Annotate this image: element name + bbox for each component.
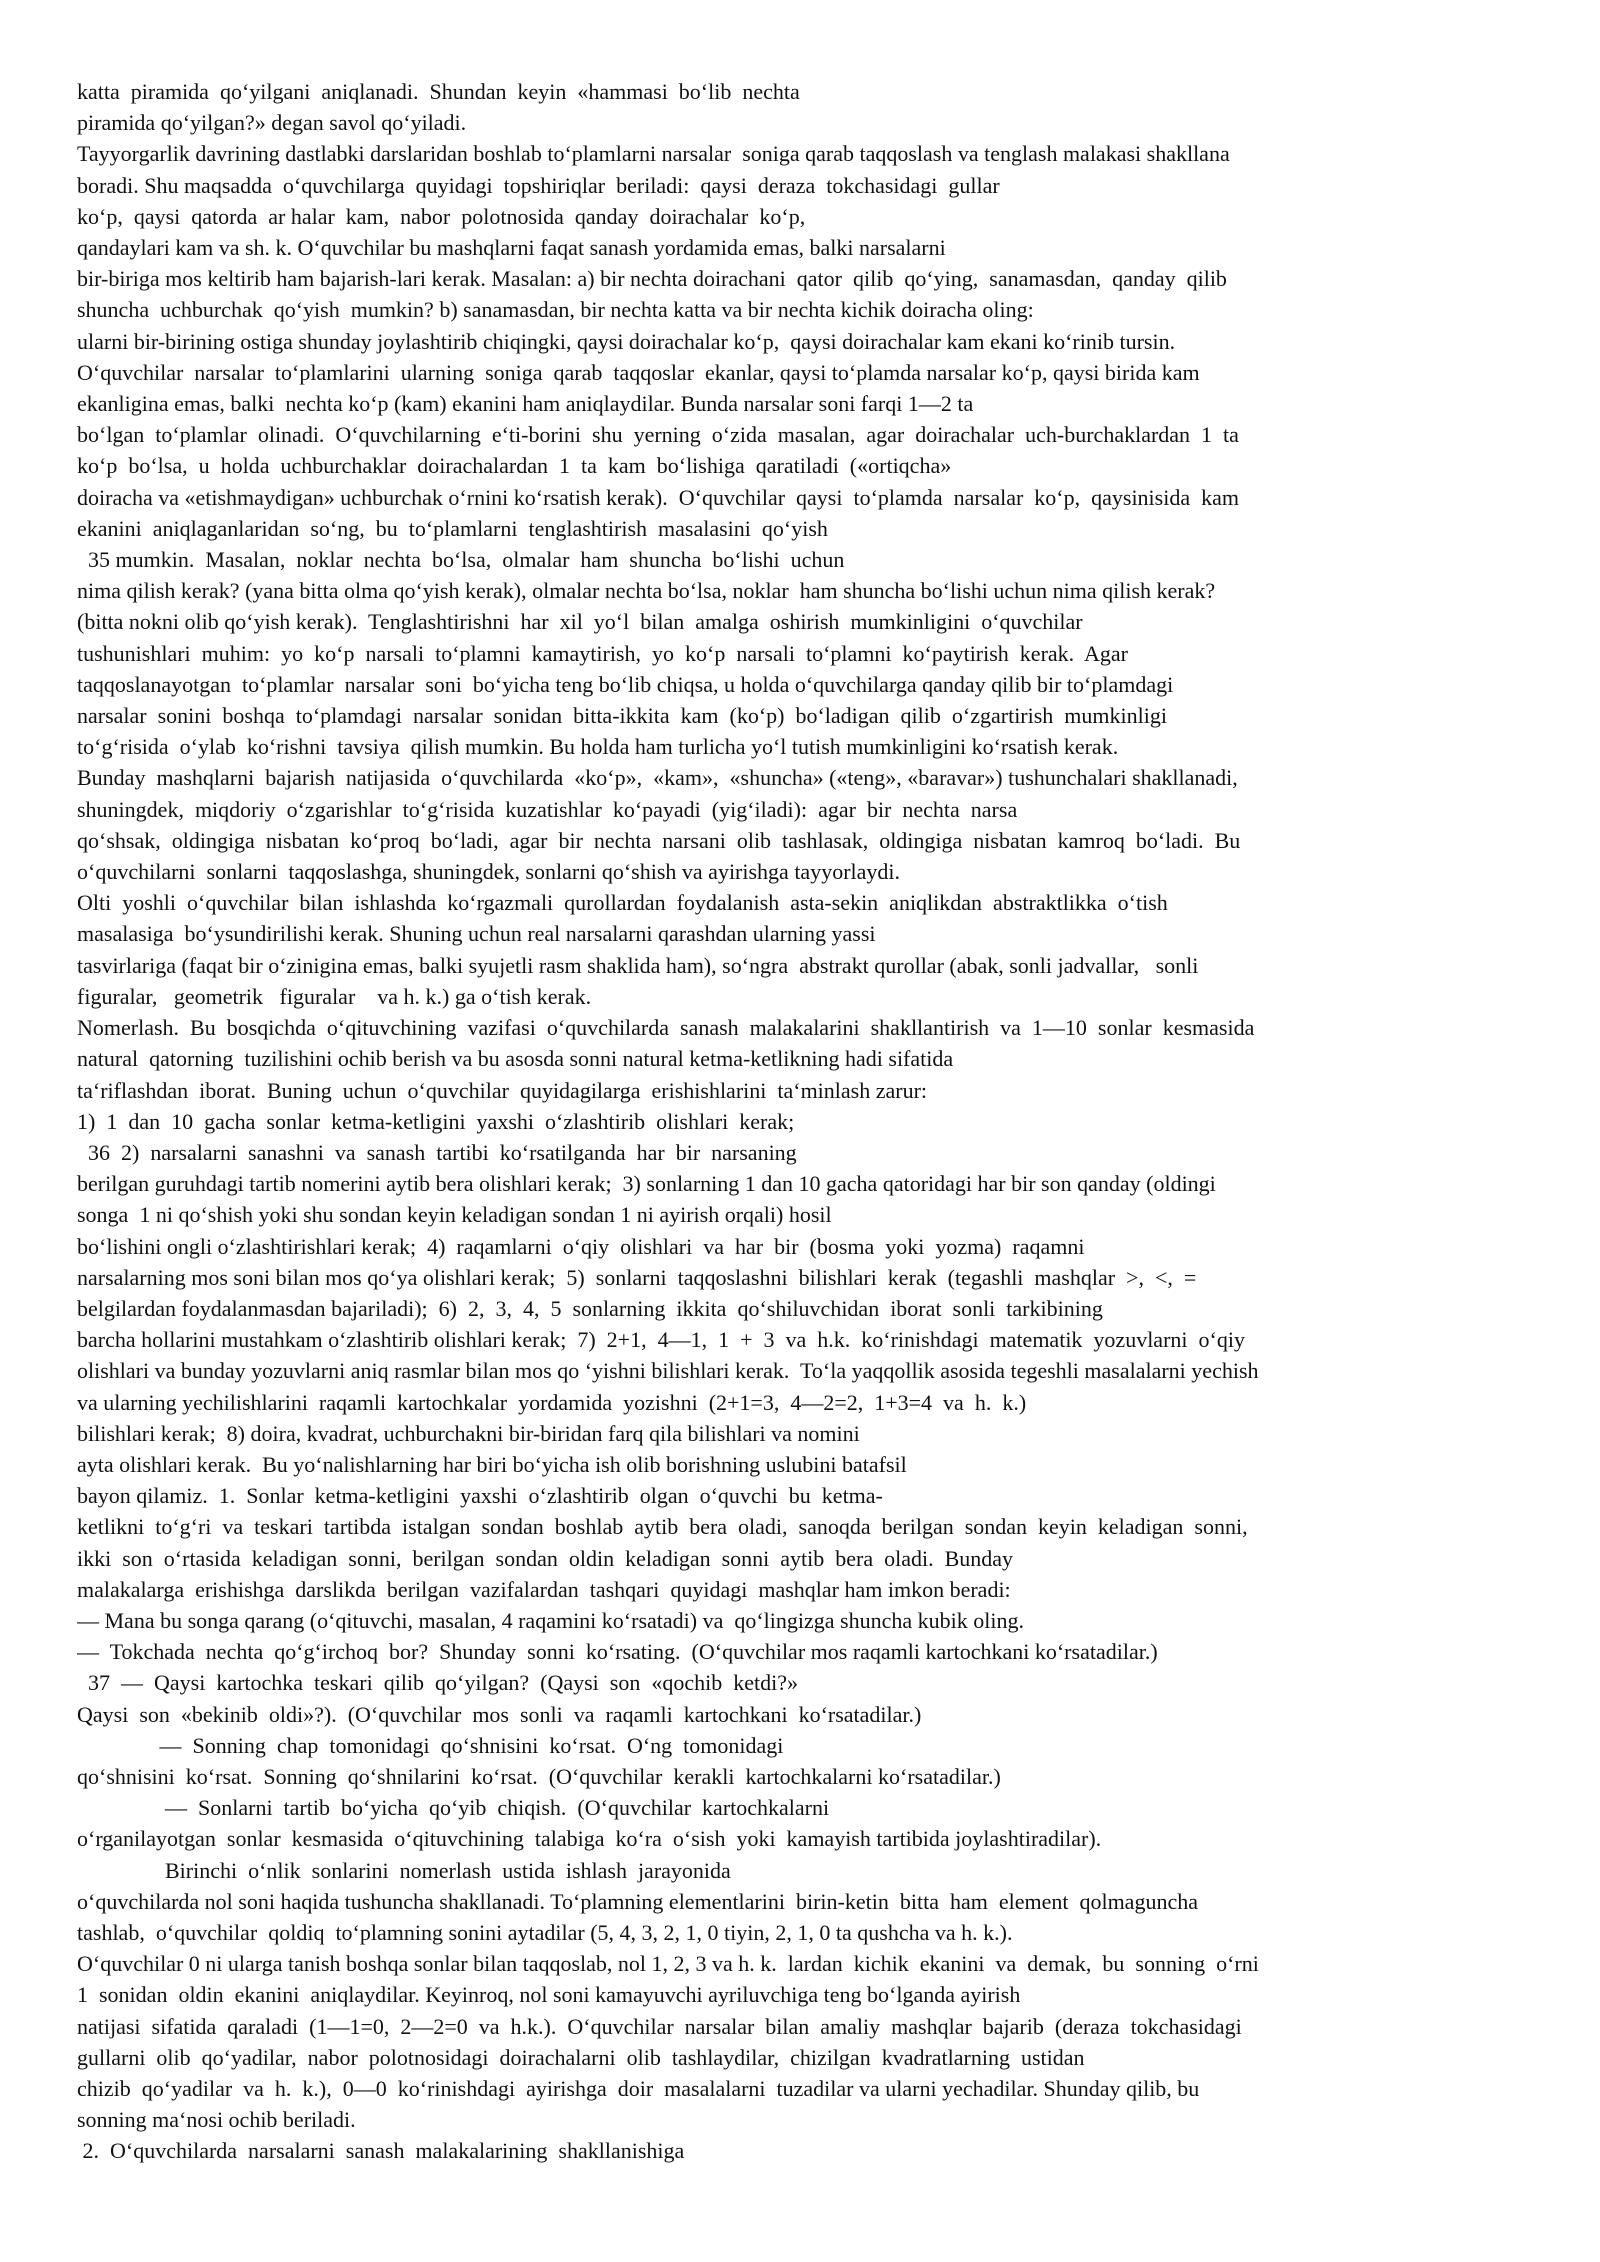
text-line: 1 sonidan oldin ekanini aniqlaydilar. Keyinroq, nol soni kamayuvchi ayriluvchiga teng bo‘lganda ayirish <box>77 1982 1021 2008</box>
text-line: bo‘lgan to‘plamlar olinadi. O‘quvchilarning e‘ti-borini shu yerning o‘zida masalan, agar doirachalar uch-burchaklardan 1 ta <box>77 422 1239 448</box>
text-line: berilgan guruhdagi tartib nomerini aytib bera olishlari kerak; 3) sonlarning 1 dan 10 gacha qatoridagi har bir son qanday (oldingi <box>77 1171 1216 1197</box>
text-line: bir-biriga mos keltirib ham bajarish-lari kerak. Masalan: a) bir nechta doirachani qator qilib qo‘ying, sanamasdan, qanday qilib <box>77 266 1227 292</box>
text-line: qandaylari kam va sh. k. O‘quvchilar bu mashqlarni faqat sanash yordamida emas, balki narsalarni <box>77 235 946 261</box>
text-line: songa 1 ni qo‘shish yoki shu sondan keyin keladigan sondan 1 ni ayirish orqali) hosil <box>77 1202 832 1228</box>
text-line: katta piramida qo‘yilgani aniqlanadi. Shundan keyin «hammasi bo‘lib nechta <box>77 79 800 104</box>
text-line: (bitta nokni olib qo‘yish kerak). Tenglashtirishni har xil yo‘l bilan amalga oshirish mumkinligini o‘quvchilar <box>77 609 1083 635</box>
text-line: narsalar sonini boshqa to‘plamdagi narsalar sonidan bitta-ikkita kam (ko‘p) bo‘ladigan qilib o‘zgartirish mumkinligi <box>77 703 1167 729</box>
text-line: — Tokchada nechta qo‘g‘irchoq bor? Shunday sonni ko‘rsating. (O‘quvchilar mos raqamli kartochkani ko‘rsatadilar.) <box>77 1639 1158 1665</box>
text-line: o‘rganilayotgan sonlar kesmasida o‘qituvchining talabiga ko‘ra o‘sish yoki kamayish tartibida joylashtiradilar). <box>77 1826 1102 1852</box>
text-line: va ularning yechilishlarini raqamli kartochkalar yordamida yozishni (2+1=3, 4—2=2, 1+3=4 va h. k.) <box>77 1389 1027 1415</box>
text-line: narsalarning mos soni bilan mos qo‘ya olishlari kerak; 5) sonlarni taqqoslashni bilishlari kerak (tegashli mashqlar >, <, = <box>77 1264 1197 1290</box>
text-line: tushunishlari muhim: yo ko‘p narsali to‘plamni kamaytirish, yo ko‘p narsali to‘plamni ko‘paytirish kerak. Agar <box>77 640 1128 666</box>
text-line: natijasi sifatida qaraladi (1—1=0, 2—2=0 va h.k.). O‘quvchilar narsalar bilan amaliy mashqlar bajarib (deraza tokchasidagi <box>77 2013 1242 2039</box>
text-line: 2. O‘quvchilarda narsalarni sanash malakalarining shakllanishiga <box>77 2138 685 2164</box>
text-line: boradi. Shu maqsadda o‘quvchilarga quyidagi topshiriqlar beriladi: qaysi deraza tokchasidagi gullar <box>77 172 1000 198</box>
text-line: o‘quvchilarni sonlarni taqqoslashga, shuningdek, sonlarni qo‘shish va ayirishga tayyorlaydi. <box>77 859 901 885</box>
text-line: olishlari va bunday yozuvlarni aniq rasmlar bilan mos qo ‘yishni bilishlari kerak. To‘la yaqqollik asosida tegeshli masalalarni yechish <box>77 1358 1259 1384</box>
text-line: 37 — Qaysi kartochka teskari qilib qo‘yilgan? (Qaysi son «qochib ketdi?» <box>77 1670 798 1696</box>
text-line: malakalarga erishishga darslikda berilgan vazifalardan tashqari quyidagi mashqlar ham imkon beradi: <box>77 1576 1011 1602</box>
text-line: Qaysi son «bekinib oldi»?). (O‘quvchilar mos sonli va raqamli kartochkani ko‘rsatadilar.) <box>77 1701 922 1727</box>
text-line: tashlab, o‘quvchilar qoldiq to‘plamning sonini aytadilar (5, 4, 3, 2, 1, 0 tiyin, 2, 1, 0 ta qushcha va h. k.). <box>77 1919 1013 1945</box>
text-line: bilishlari kerak; 8) doira, kvadrat, uchburchakni bir-biridan farq qila bilishlari va nomini <box>77 1420 860 1446</box>
text-line: natural qatorning tuzilishini ochib berish va bu asosda sonni natural ketma-ketlikning hadi sifatida <box>77 1046 954 1072</box>
text-line: Tayyorgarlik davrining dastlabki darslaridan boshlab to‘plamlarni narsalar soniga qarab taqqoslash va tenglash malakasi shakllana <box>77 141 1230 167</box>
text-line: ekanini aniqlaganlaridan so‘ng, bu to‘plamlarni tenglashtirish masalasini qo‘yish <box>77 515 828 541</box>
text-line: O‘quvchilar 0 ni ularga tanish boshqa sonlar bilan taqqoslab, nol 1, 2, 3 va h. k. lardan kichik ekanini va demak, bu sonning o‘rni <box>77 1951 1259 1977</box>
text-line: bo‘lishini ongli o‘zlashtirishlari kerak; 4) raqamlarni o‘qiy olishlari va har bir (bosma yoki yozma) raqamni <box>77 1233 1085 1259</box>
text-line: Birinchi o‘nlik sonlarini nomerlash ustida ishlash jarayonida <box>77 1857 731 1883</box>
text-line: ko‘p bo‘lsa, u holda uchburchaklar doirachalardan 1 ta kam bo‘lishiga qaratiladi («ortiqcha» <box>77 453 952 479</box>
text-line: chizib qo‘yadilar va h. k.), 0—0 ko‘rinishdagi ayirishga doir masalalarni tuzadilar va ularni yechadilar. Shunday qilib, bu <box>77 2076 1200 2101</box>
document-page <box>77 76 1587 2167</box>
text-line: Olti yoshli o‘quvchilar bilan ishlashda ko‘rgazmali qurollardan foydalanish asta-sekin aniqlikdan abstraktlikka o‘tish <box>77 890 1168 916</box>
text-line: 35 mumkin. Masalan, noklar nechta bo‘lsa, olmalar ham shuncha bo‘lishi uchun <box>77 547 845 573</box>
text-line: o‘quvchilarda nol soni haqida tushuncha shakllanadi. To‘plamning elementlarini birin-ketin bitta ham element qolmaguncha <box>77 1888 1198 1914</box>
text-line: ketlikni to‘g‘ri va teskari tartibda istalgan sondan boshlab aytib bera oladi, sanoqda berilgan sondan keyin keladigan sonni, <box>77 1514 1248 1540</box>
text-line: gullarni olib qo‘yadilar, nabor polotnosidagi doirachalarni olib tashlaydilar, chizilgan kvadratlarning ustidan <box>77 2044 1085 2070</box>
text-line: qo‘shnisini ko‘rsat. Sonning qo‘shnilarini ko‘rsat. (O‘quvchilar kerakli kartochkalarni ko‘rsatadilar.) <box>77 1763 1001 1789</box>
text-line: Bunday mashqlarni bajarish natijasida o‘quvchilarda «ko‘p», «kam», «shuncha» («teng», «baravar») tushunchalari shakllanadi, <box>77 765 1238 791</box>
text-line: taqqoslanayotgan to‘plamlar narsalar soni bo‘yicha teng bo‘lib chiqsa, u holda o‘quvchilarga qanday qilib bir to‘plamdagi <box>77 671 1174 697</box>
text-line: barcha hollarini mustahkam o‘zlashtirib olishlari kerak; 7) 2+1, 4—1, 1 + 3 va h.k. ko‘rinishdagi matematik yozuvlarni o‘qiy <box>77 1327 1245 1353</box>
text-line: ko‘p, qaysi qatorda ar halar kam, nabor polotnosida qanday doirachalar ko‘p, <box>77 203 806 229</box>
text-line: 1) 1 dan 10 gacha sonlar ketma-ketligini yaxshi o‘zlashtirib olishlari kerak; <box>77 1108 795 1134</box>
text-line: — Sonlarni tartib bo‘yicha qo‘yib chiqish. (O‘quvchilar kartochkalarni <box>77 1795 830 1821</box>
text-line: ayta olishlari kerak. Bu yo‘nalishlarning har biri bo‘yicha ish olib borishning uslubini batafsil <box>77 1451 907 1477</box>
text-line: ikki son o‘rtasida keladigan sonni, berilgan sondan oldin keladigan sonni aytib bera oladi. Bunday <box>77 1545 1014 1571</box>
text-line: — Mana bu songa qarang (o‘qituvchi, masalan, 4 raqamini ko‘rsatadi) va qo‘lingizga shuncha kubik oling. <box>77 1607 1024 1633</box>
text-line: O‘quvchilar narsalar to‘plamlarini ularning soniga qarab taqqoslar ekanlar, qaysi to‘plamda narsalar ko‘p, qaysi birida kam <box>77 359 1200 385</box>
text-line: sonning ma‘nosi ochib beriladi. <box>77 2107 356 2133</box>
text-line: Nomerlash. Bu bosqichda o‘qituvchining vazifasi o‘quvchilarda sanash malakalarini shakllantirish va 1—10 sonlar kesmasida <box>77 1015 1255 1041</box>
text-line: ularni bir-birining ostiga shunday joylashtirib chiqingki, qaysi doirachalar ko‘p, qaysi doirachalar kam ekani ko‘rinib tursin. <box>77 328 1176 354</box>
text-line: masalasiga bo‘ysundirilishi kerak. Shuning uchun real narsalarni qarashdan ularning yassi <box>77 921 876 947</box>
text-line: shuncha uchburchak qo‘yish mumkin? b) sanamasdan, bir nechta katta va bir nechta kichik doiracha oling: <box>77 297 1034 323</box>
text-line: to‘g‘risida o‘ylab ko‘rishni tavsiya qilish mumkin. Bu holda ham turlicha yo‘l tutish mumkinligini ko‘rsatish kerak. <box>77 734 1119 760</box>
text-line: ekanligina emas, balki nechta ko‘p (kam) ekanini ham aniqlaydilar. Bunda narsalar soni farqi 1—2 ta <box>77 391 974 417</box>
text-line: — Sonning chap tomonidagi qo‘shnisini ko‘rsat. O‘ng tomonidagi <box>77 1732 784 1758</box>
text-line: belgilardan foydalanmasdan bajariladi); 6) 2, 3, 4, 5 sonlarning ikkita qo‘shiluvchidan iborat sonli tarkibining <box>77 1295 1103 1321</box>
text-line: ta‘riflashdan iborat. Buning uchun o‘quvchilar quyidagilarga erishishlarini ta‘minlash zarur: <box>77 1077 928 1103</box>
text-line: doiracha va «etishmaydigan» uchburchak o‘rnini ko‘rsatish kerak). O‘quvchilar qaysi to‘plamda narsalar ko‘p, qaysinisida kam <box>77 484 1239 510</box>
text-line: nima qilish kerak? (yana bitta olma qo‘yish kerak), olmalar nechta bo‘lsa, noklar ham shuncha bo‘lishi uchun nima qilish kerak? <box>77 578 1216 604</box>
text-line: bayon qilamiz. 1. Sonlar ketma-ketligini yaxshi o‘zlashtirib olgan o‘quvchi bu ketma- <box>77 1483 883 1509</box>
text-line: figuralar, geometrik figuralar va h. k.) ga o‘tish kerak. <box>77 983 592 1009</box>
text-line: 36 2) narsalarni sanashni va sanash tartibi ko‘rsatilganda har bir narsaning <box>77 1139 797 1165</box>
text-line: shuningdek, miqdoriy o‘zgarishlar to‘g‘risida kuzatishlar ko‘payadi (yig‘iladi): agar bir nechta narsa <box>77 796 1018 822</box>
text-line: tasvirlariga (faqat bir o‘zinigina emas, balki syujetli rasm shaklida ham), so‘ngra abstrakt qurollar (abak, sonli jadvallar, sonli <box>77 952 1199 978</box>
text-line: piramida qo‘yilgan?» degan savol qo‘yiladi. <box>77 110 467 136</box>
text-line: qo‘shsak, oldingiga nisbatan ko‘proq bo‘ladi, agar bir nechta narsani olib tashlasak, oldingiga nisbatan kamroq bo‘ladi. Bu <box>77 827 1241 853</box>
